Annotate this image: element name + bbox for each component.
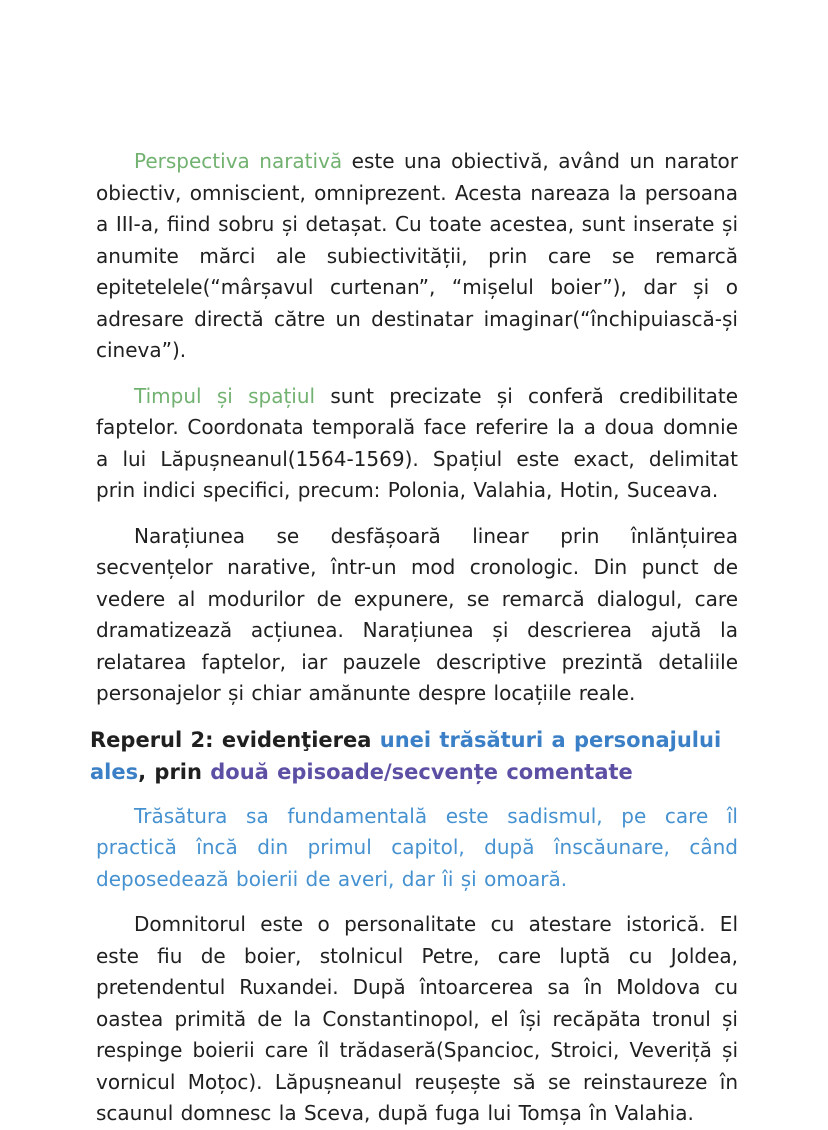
text-segment-black: este una obiectivă, având un narator obiectiv, omniscient, omniprezent. Acesta nareaza la persoana a III-a, fiind sobru și detașat. Cu toate acestea, sunt inserate și anumite mărci ale subiectivității, prin care se remarcă epitetelele(“mârșavul curtenan”, “mișelul boier”), dar și o adresare directă către un destinatar imaginar(“închipuiască-și cineva”).: [96, 149, 746, 362]
text-segment-black: Narațiunea se desfășoară linear prin înlănțuirea secvențelor narative, într-un mod cronologic. Din punct de vedere al modurilor de expunere, se remarcă dialogul, care dramatizează acțiunea. Narațiunea și descrierea ajută la relatarea faptelor, iar pauzele descriptive prezintă detaliile personajelor și chiar amănunte despre locațiile reale.: [96, 523, 746, 705]
text-segment-black: , prin: [138, 760, 211, 784]
text-segment-purple: două episoade/secvențe comentate: [210, 760, 633, 784]
paragraph: [96, 909, 746, 1130]
text-segment-black: Domnitorul este o personalitate cu atestare istorică. El este fiu de boier, stolnicul Petre, care luptă cu Joldea, pretendentul Ruxandei. După întoarcerea sa în Moldova cu oastea primită de la Constantinopol, el își recăpăta tronul și respinge boierii care îl trădaseră(Spancioc, Stroici, Veveriță și vornicul Moțoc). Lăpușneanul reușește să se reinstaureze în scaunul domnesc la Sceva, după fuga lui Tomșa în Valahia.: [96, 912, 746, 1125]
section-heading: [90, 724, 738, 789]
text-segment-green: Timpul și spațiul: [134, 383, 316, 408]
text-segment-black: Reperul 2: evidenţierea: [90, 727, 380, 752]
text-segment-heading_blue: unei trăsături a personajului ales: [90, 727, 730, 784]
text-segment-green: Perspectiva narativă: [134, 149, 343, 173]
paragraph: [96, 521, 746, 710]
text-segment-body_blue: Trăsătura sa fundamentală este sadismul, pe care îl practică încă din primul capitol, după înscăunare, când deposedează boierii de averi, dar îi și omoară.: [96, 803, 746, 891]
paragraph: [96, 146, 746, 367]
paragraph: [96, 801, 746, 896]
text-segment-black: sunt precizate și conferă credibilitate faptelor. Coordonata temporală face referire la a doua domnie a lui Lăpușneanul(1564-1569). Spațiul este exact, delimitat prin indici specifici, precum: Polonia, Valahia, Hotin, Suceava.: [96, 383, 746, 502]
paragraph: [96, 381, 746, 507]
